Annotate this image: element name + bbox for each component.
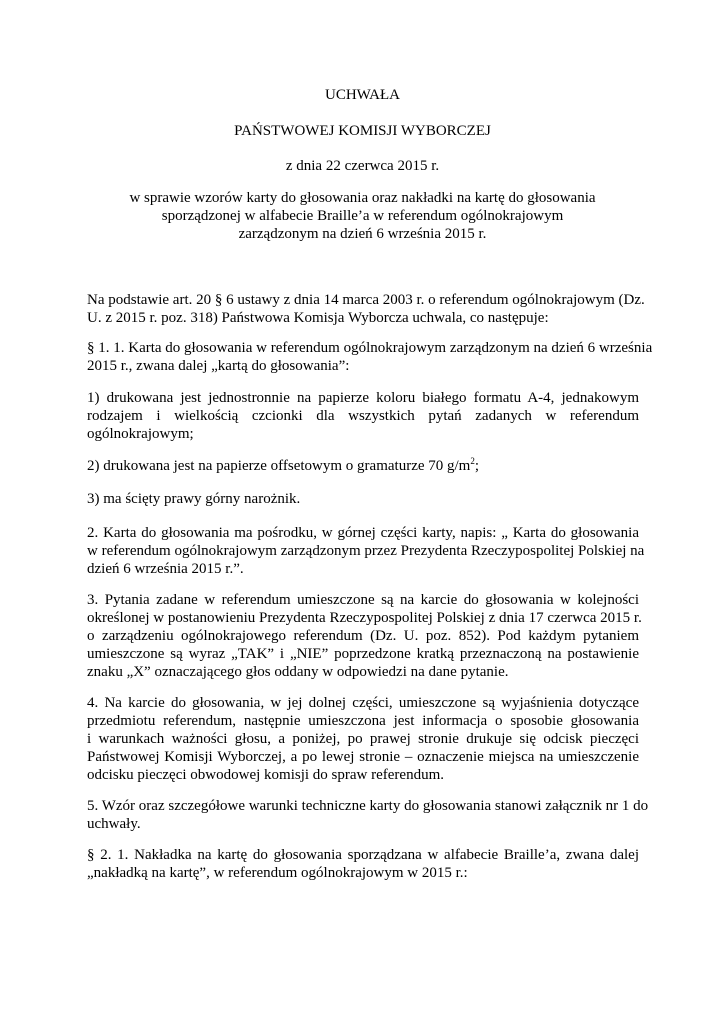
point2-line: dzień 6 września 2015 r.”.	[87, 561, 244, 577]
intro-paragraph	[87, 291, 645, 327]
issuer-name: PAŃSTWOWEJ KOMISJI WYBORCZEJ	[234, 123, 491, 139]
unit-superscript: 2	[470, 456, 475, 466]
par1-lead-line: 2015 r., zwana dalej „kartą do głosowania”:	[87, 358, 350, 374]
par1-item-3	[87, 490, 639, 508]
subject-line-2: sporządzonej w alfabecie Braille’a w referendum ogólnokrajowym	[161, 208, 564, 224]
par2-lead-line: § 2. 1. Nakładka na kartę do głosowania sporządzana w alfabecie Braille’a, zwana dalej	[87, 847, 639, 863]
point2-line: w referendum ogólnokrajowym zarządzonym przez Prezydenta Rzeczypospolitej Polskiej na	[87, 543, 645, 559]
par1-lead-paragraph	[87, 339, 653, 375]
item1-line: 1) drukowana jest jednostronnie na papierze koloru białego formatu A-4, jednakowym	[87, 390, 639, 406]
point4-line: 4. Na karcie do głosowania, w jej dolnej części, umieszczone są wyjaśnienia dotyczące	[87, 695, 639, 711]
par2-lead-line: „nakładką na kartę”, w referendum ogólnokrajowym w 2015 r.:	[87, 865, 468, 881]
point3-line: o zarządzeniu ogólnokrajowego referendum (Dz. U. poz. 852). Pod każdym pytaniem	[87, 628, 639, 644]
par1-point-2	[87, 524, 645, 578]
point5-line: uchwały.	[87, 816, 141, 832]
point2-line: 2. Karta do głosowania ma pośrodku, w górnej części karty, napis: „ Karta do głosowania	[87, 525, 639, 541]
item2-line	[87, 457, 639, 475]
par1-point-4	[87, 694, 639, 784]
subject-line-1: w sprawie wzorów karty do głosowania oraz nakładki na kartę do głosowania	[129, 190, 596, 206]
document-date: z dnia 22 czerwca 2015 r.	[285, 158, 440, 174]
point3-line: 3. Pytania zadane w referendum umieszczone są na karcie do głosowania w kolejności	[87, 592, 639, 608]
item1-line: ogólnokrajowym;	[87, 426, 194, 442]
item3-line: 3) ma ścięty prawy górny narożnik.	[87, 491, 301, 507]
point4-line: przedmiotu referendum, następnie umieszczona jest informacja o sposobie głosowania	[87, 713, 639, 729]
par1-item-2	[87, 457, 639, 475]
item1-line: rodzajem i wielkością czcionki dla wszystkich pytań zadanych w referendum	[87, 408, 639, 424]
par1-point-3	[87, 591, 642, 681]
point4-line: odcisku pieczęci obwodowej komisji do spraw referendum.	[87, 767, 444, 783]
par1-lead-line: § 1. 1. Karta do głosowania w referendum ogólnokrajowym zarządzonym na dzień 6 września	[87, 340, 653, 356]
point5-line: 5. Wzór oraz szczegółowe warunki techniczne karty do głosowania stanowi załącznik nr 1 do	[87, 798, 649, 814]
par1-item-1	[87, 389, 639, 443]
point3-line: znaku „X” oznaczającego głos oddany w odpowiedzi na dane pytanie.	[87, 664, 509, 680]
item2-end: ;	[474, 458, 480, 474]
point3-line: określonej w postanowieniu Prezydenta Rzeczypospolitej Polskiej z dnia 17 czerwca 2015 r.	[87, 610, 642, 626]
subject-line-3: zarządzonym na dzień 6 września 2015 r.	[238, 226, 487, 242]
point3-line: umieszczone są wyraz „TAK” i „NIE” poprzedzone kratką przeznaczoną na postawienie	[87, 646, 639, 662]
document-title: UCHWAŁA	[325, 87, 400, 103]
item2-text: 2) drukowana jest na papierze offsetowym o gramaturze 70 g/m	[87, 458, 471, 474]
par1-point-5	[87, 797, 649, 833]
par2-lead-paragraph	[87, 846, 639, 882]
point4-line: i warunkach ważności głosu, a poniżej, po prawej stronie drukuje się odcisk pieczęci	[87, 731, 639, 747]
intro-line: Na podstawie art. 20 § 6 ustawy z dnia 14 marca 2003 r. o referendum ogólnokrajowym (Dz.	[87, 292, 645, 308]
point4-line: Państwowej Komisji Wyborczej, a po lewej stronie – oznaczenie miejsca na umieszczenie	[87, 749, 639, 765]
intro-line: U. z 2015 r. poz. 318) Państwowa Komisja Wyborcza uchwala, co następuje:	[87, 310, 549, 326]
